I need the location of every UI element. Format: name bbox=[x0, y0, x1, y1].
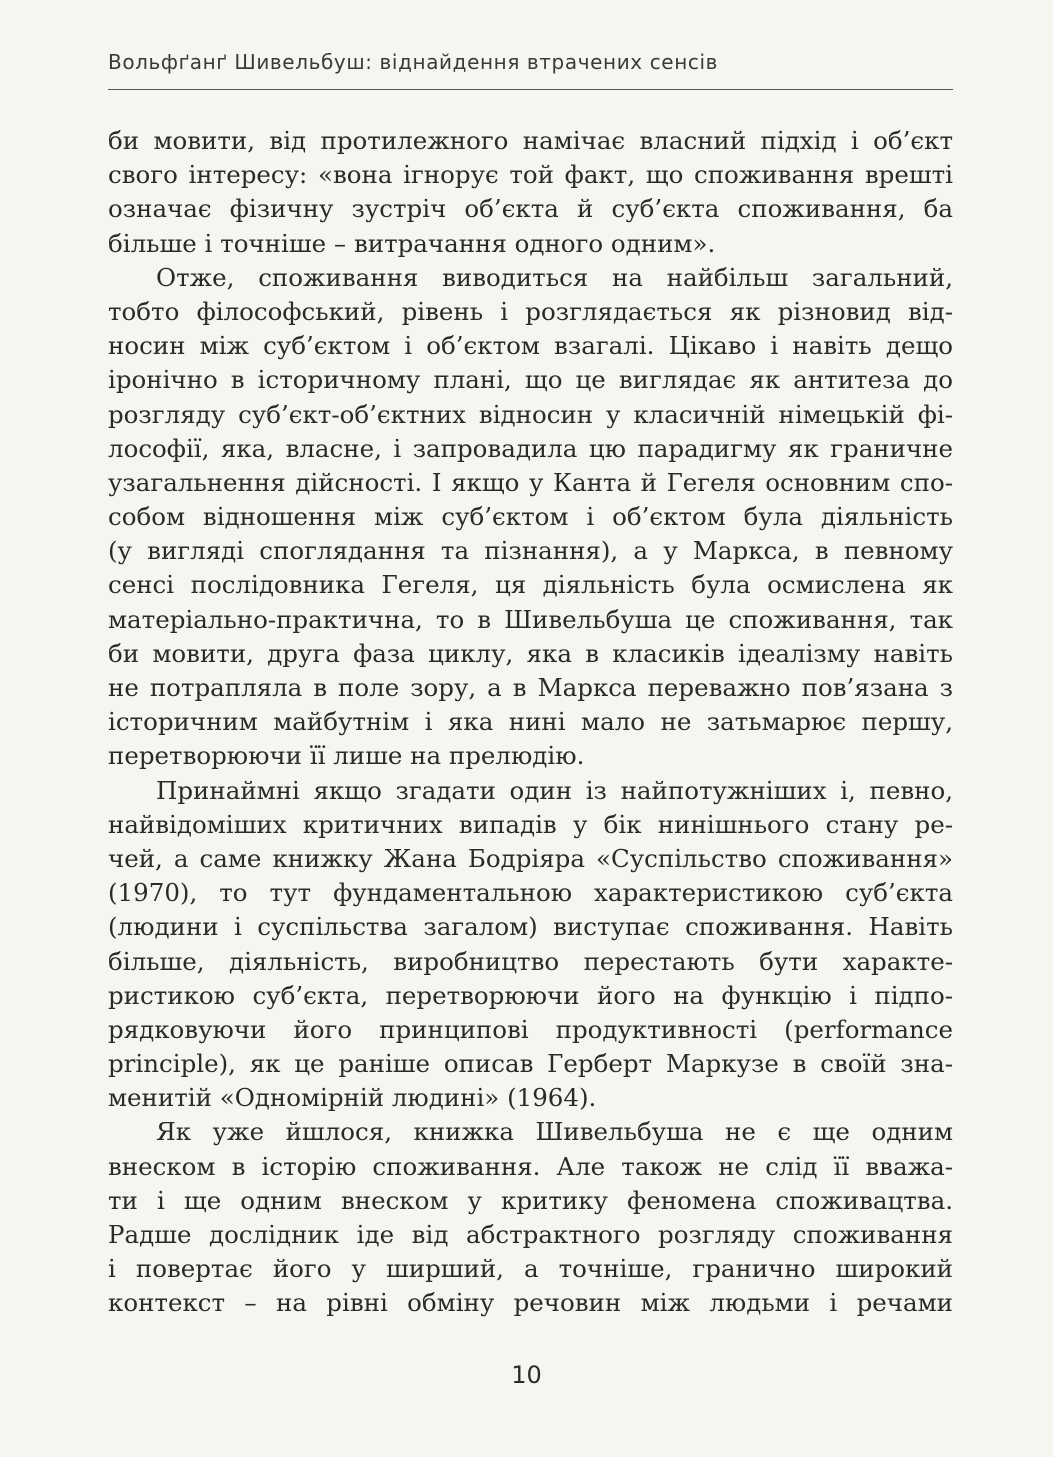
text-line: лософії, яка, власне, і запровадила цю парадигму як граничне bbox=[108, 433, 953, 463]
text-line: тобто філософський, рівень і розглядається як різновид від- bbox=[108, 296, 953, 326]
text-line: іронічно в історичному плані, що це виглядає як антитеза до bbox=[108, 365, 953, 395]
text-line: більше, діяльність, виробництво перестають бути характе- bbox=[108, 946, 953, 976]
paragraph bbox=[108, 261, 953, 774]
text-line: свого інтересу: «вона ігнорує той факт, що споживання врешті bbox=[108, 160, 953, 190]
text-line: не потрапляла в поле зору, а в Маркса переважно пов’язана з bbox=[108, 673, 953, 702]
running-head: Вольфґанґ Шивельбуш: віднайдення втрачених сенсів bbox=[108, 50, 719, 74]
text-line: найвідоміших критичних випадів у бік нинішнього стану ре- bbox=[108, 809, 953, 839]
text-line: узагальнення дійсності. І якщо у Канта й Гегеля основним спо- bbox=[108, 467, 953, 497]
text-line: перетворюючи її лише на прелюдію. bbox=[108, 741, 585, 771]
text-line: і повертає його у ширший, а точніше, гранично широкий bbox=[108, 1254, 953, 1284]
text-line: матеріально-практична, то в Шивельбуша це споживання, так bbox=[108, 604, 953, 634]
text-line: ти і ще одним внеском у критику феномена споживацтва. bbox=[108, 1185, 953, 1215]
text-line: Як уже йшлося, книжка Шивельбуша не є ще одним bbox=[156, 1117, 953, 1147]
text-line: (людини і суспільства загалом) виступає споживання. Навіть bbox=[108, 912, 953, 942]
text-line: внеском в історію споживання. Але також не слід її вважа- bbox=[108, 1151, 953, 1181]
text-line: собом відношення між суб’єктом і об’єктом була діяльність bbox=[108, 502, 953, 532]
header-rule bbox=[108, 89, 953, 90]
paragraph bbox=[108, 124, 953, 261]
text-line: чей, а саме книжку Жана Бодріяра «Суспільство споживання» bbox=[108, 843, 953, 873]
paragraph bbox=[108, 1115, 953, 1320]
text-line: (1970), то тут фундаментальною характеристикою суб’єкта bbox=[108, 878, 953, 908]
text-line: менитій «Одномірній людині» (1964). bbox=[108, 1083, 597, 1113]
text-line: Отже, споживання виводиться на найбільш загальний, bbox=[156, 262, 953, 292]
body-text bbox=[108, 124, 953, 1321]
page-number: 10 bbox=[511, 1361, 542, 1389]
text-line: сенсі послідовника Гегеля, ця діяльність була осмислена як bbox=[108, 570, 953, 600]
text-line: ристикою суб’єкта, перетворюючи його на функцію і підпо- bbox=[108, 980, 953, 1010]
text-line: Радше дослідник іде від абстрактного розгляду споживання bbox=[108, 1220, 953, 1249]
text-line: означає фізичну зустріч об’єкта й суб’єкта споживання, ба bbox=[108, 194, 953, 224]
text-line: би мовити, друга фаза циклу, яка в класиків ідеалізму навіть bbox=[108, 638, 953, 668]
text-line: більше і точніше – витрачання одного одним». bbox=[108, 228, 716, 258]
text-line: Принаймні якщо згадати один із найпотужніших і, певно, bbox=[156, 775, 953, 805]
text-line: носин між суб’єктом і об’єктом взагалі. Цікаво і навіть дещо bbox=[108, 331, 953, 361]
paragraph bbox=[108, 774, 953, 1116]
text-line: рядковуючи його принципові продуктивності (performance bbox=[108, 1014, 953, 1044]
text-line: історичним майбутнім і яка нині мало не затьмарює першу, bbox=[108, 707, 953, 737]
text-line: розгляду суб’єкт-об’єктних відносин у класичній німецькій фі- bbox=[108, 399, 953, 429]
text-line: principle), як це раніше описав Герберт Маркузе в своїй зна- bbox=[108, 1049, 953, 1079]
text-line: би мовити, від протилежного намічає власний підхід і об’єкт bbox=[108, 126, 953, 155]
text-line: (у вигляді споглядання та пізнання), а у Маркса, в певному bbox=[108, 536, 953, 566]
text-line: контекст – на рівні обміну речовин між людьми і речами bbox=[108, 1288, 953, 1318]
